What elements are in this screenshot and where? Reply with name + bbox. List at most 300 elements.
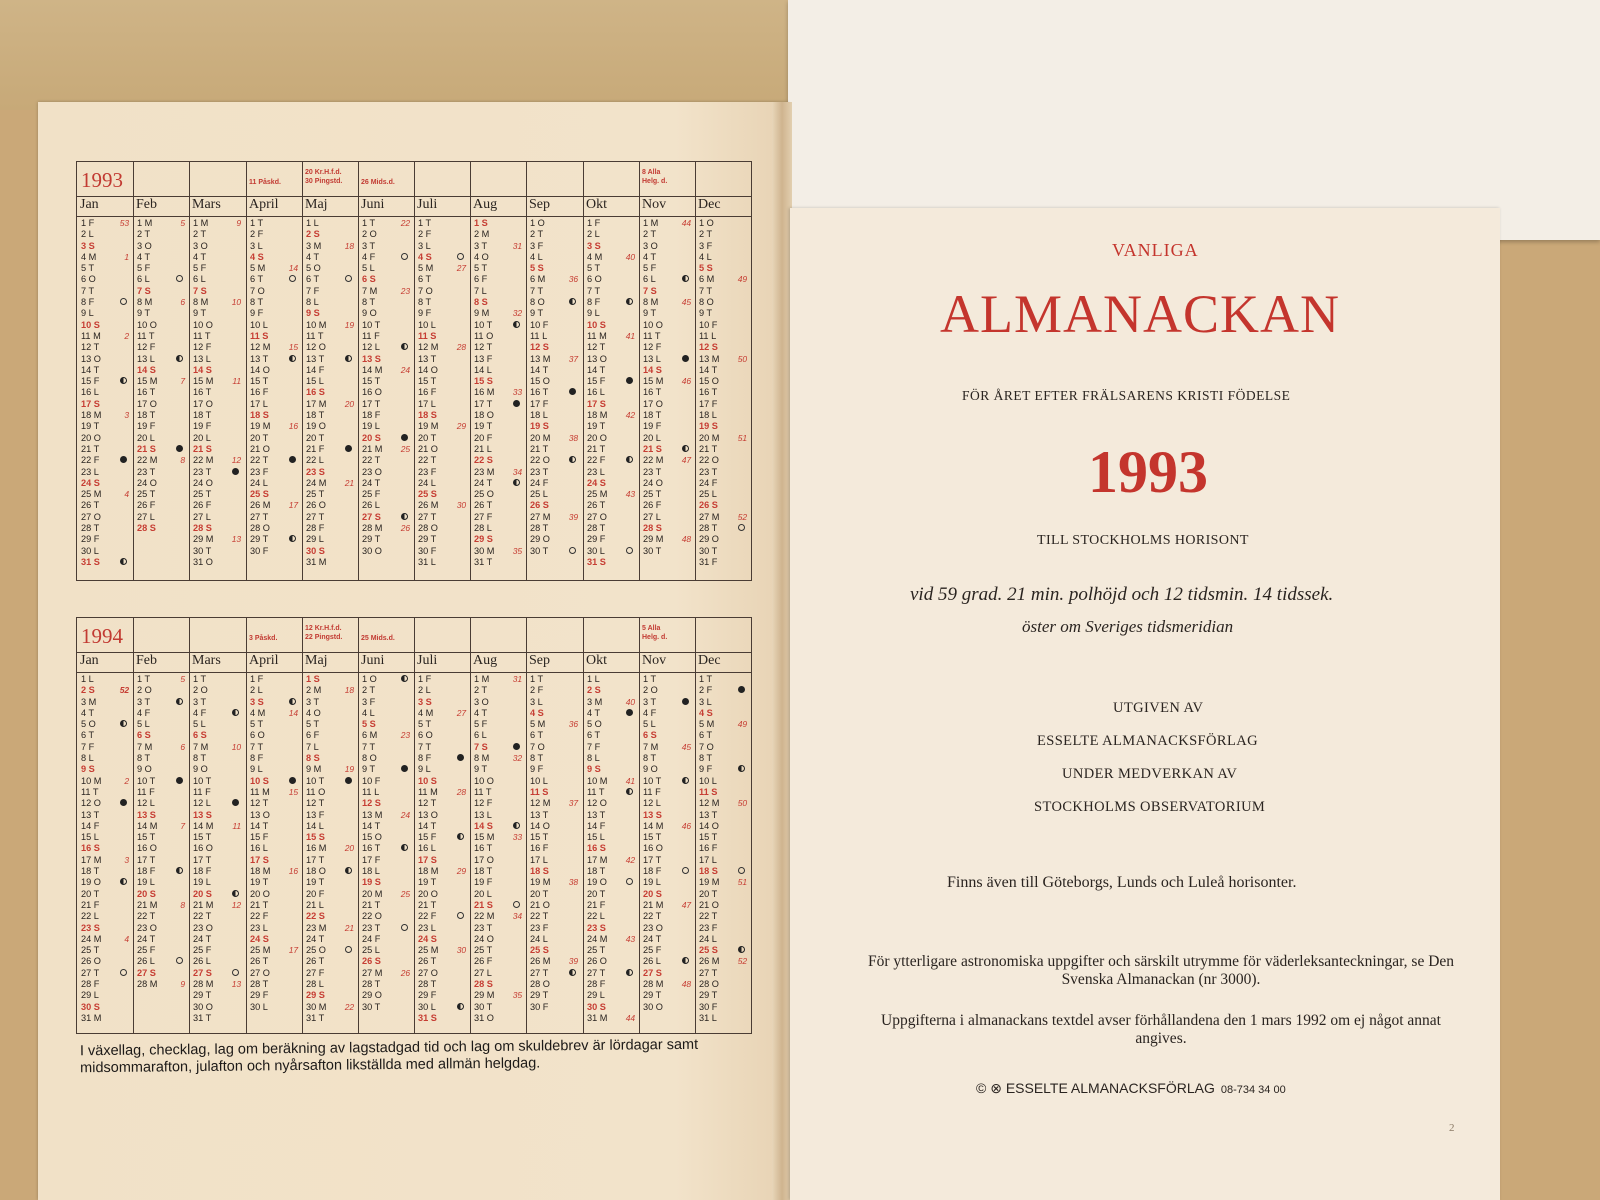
calendar-day: 19 S — [530, 421, 549, 432]
calendar-day: 14 F — [306, 364, 325, 375]
calendar-day: 24 L — [418, 477, 436, 488]
holiday-label: 5 Alla Helg. d. — [642, 625, 668, 641]
week-number: 38 — [568, 432, 579, 443]
calendar-day: 20 O — [587, 432, 607, 443]
calendar-day: 12 M 15 — [250, 342, 299, 353]
calendar-day: 6 F — [474, 274, 488, 285]
calendar-day: 11 O — [306, 786, 326, 797]
column-divider — [133, 618, 134, 1033]
moon-half-icon — [289, 535, 296, 542]
calendar-day: 7 F — [587, 741, 601, 752]
calendar-day: 10 O — [643, 319, 663, 330]
calendar-day: 31 O — [474, 1012, 494, 1023]
week-number: 36 — [568, 719, 579, 730]
calendar-day: 20 T — [530, 888, 549, 899]
calendar-day: 7 T — [81, 285, 95, 296]
calendar-day: 5 T — [418, 719, 432, 730]
calendar-day: 23 F — [250, 466, 269, 477]
calendar-day: 11 T — [587, 787, 621, 798]
calendar-day: 28 T — [81, 523, 100, 534]
week-number: 34 — [512, 466, 523, 477]
week-number: 24 — [400, 364, 411, 375]
calendar-day: 11 T — [474, 786, 492, 797]
week-number: 11 — [232, 376, 242, 387]
moon-half-icon — [626, 788, 633, 795]
calendar-day: 1 O — [530, 218, 545, 228]
calendar-day: 4 L — [362, 707, 375, 718]
calendar-day: 28 F — [587, 979, 606, 990]
calendar-day: 17 L — [530, 854, 548, 865]
calendar-day: 20 L — [193, 432, 211, 443]
calendar-day: 29 O — [699, 534, 719, 545]
calendar-day: 9 F — [418, 308, 432, 319]
calendar-day: 30 S — [587, 1001, 606, 1012]
moon-half-icon — [345, 355, 352, 362]
calendar-day: 6 S — [137, 730, 151, 741]
calendar-day: 12 T — [474, 342, 493, 353]
calendar-day: 21 T — [530, 443, 549, 454]
moon-new-icon — [513, 743, 520, 750]
calendar-day: 31 M — [81, 1012, 102, 1023]
month-label: April — [249, 653, 279, 668]
calendar-day: 19 S — [362, 877, 381, 888]
calendar-day: 4 T — [81, 707, 95, 718]
calendar-day: 16 T — [137, 387, 156, 398]
week-number: 51 — [737, 877, 748, 888]
calendar-day: 25 F — [193, 945, 212, 956]
calendar-day: 12 S — [530, 342, 549, 353]
publisher-line-3: UNDER MEDVERKAN AV — [1062, 766, 1238, 782]
moon-new-icon — [513, 400, 520, 407]
calendar-day: 6 M 49 — [699, 274, 748, 285]
calendar-day: 18 L — [699, 410, 717, 421]
calendar-day: 28 S — [643, 523, 662, 534]
calendar-day: 2 T — [530, 229, 544, 240]
calendar-day: 24 L — [530, 933, 548, 944]
calendar-day: 20 O — [418, 888, 438, 899]
moon-half-icon — [738, 765, 745, 772]
calendar-day: 14 S — [474, 821, 508, 832]
calendar-day: 3 T — [193, 696, 207, 707]
calendar-day: 27 S — [193, 968, 227, 979]
calendar-day: 11 M 41 — [587, 330, 636, 341]
calendar-day: 22 L — [587, 911, 605, 922]
calendar-day: 20 S — [643, 888, 662, 899]
column-divider — [414, 162, 415, 580]
calendar-day: 7 T — [530, 285, 544, 296]
calendar-day: 4 F — [362, 252, 396, 263]
calendar-day: 5 M 49 — [699, 719, 748, 730]
calendar-day: 25 S — [418, 489, 437, 500]
calendar-day: 11 S — [250, 330, 269, 341]
calendar-day: 2 S — [587, 685, 601, 696]
calendar-day: 19 M 16 — [250, 421, 299, 432]
month-days-column — [587, 674, 636, 1024]
calendar-day: 30 T — [362, 1001, 381, 1012]
calendar-day: 9 T — [362, 764, 396, 775]
calendar-day: 5 S — [362, 719, 376, 730]
calendar-day: 30 O — [193, 1001, 213, 1012]
month-days-column — [643, 218, 692, 557]
column-divider — [470, 162, 471, 580]
calendar-day: 26 L — [193, 956, 211, 967]
calendar-day: 8 F — [418, 753, 452, 764]
calendar-day: 3 L — [530, 696, 543, 707]
month-label: April — [249, 197, 279, 212]
calendar-day: 1 T — [530, 674, 544, 684]
week-number: 10 — [231, 741, 242, 752]
month-label: Jan — [80, 653, 99, 668]
calendar-day: 1 T — [643, 674, 657, 684]
calendar-day: 14 F — [587, 820, 606, 831]
calendar-day: 22 T — [193, 911, 212, 922]
calendar-day: 19 O — [81, 877, 115, 888]
calendar-year-label: 1994 — [81, 624, 123, 648]
calendar-day: 22 F — [587, 455, 621, 466]
week-number: 40 — [625, 696, 636, 707]
cover-title: ALMANACKAN — [940, 284, 1340, 344]
calendar-day: 15 O — [362, 832, 382, 843]
calendar-day: 27 O — [81, 511, 101, 522]
calendar-day: 17 S — [418, 854, 437, 865]
calendar-day: 28 T — [362, 979, 381, 990]
calendar-day: 22 O — [362, 911, 382, 922]
calendar-day: 9 T — [474, 764, 488, 775]
moon-half-icon — [626, 969, 633, 976]
calendar-day: 10 O — [137, 319, 157, 330]
calendar-day: 4 T — [587, 708, 621, 719]
calendar-day: 31 T — [193, 1012, 212, 1023]
calendar-day: 14 O — [250, 364, 270, 375]
calendar-day: 5 M 27 — [418, 263, 467, 274]
calendar-day: 29 M 13 — [193, 534, 242, 545]
calendar-day: 11 T — [193, 330, 211, 341]
calendar-day: 9 T — [643, 308, 657, 319]
calendar-day: 23 L — [418, 922, 436, 933]
calendar-day: 29 T — [362, 534, 381, 545]
month-days-column — [530, 674, 579, 1013]
column-divider — [526, 618, 527, 1033]
calendar-day: 18 S — [699, 866, 733, 877]
calendar-day: 27 M 39 — [530, 511, 579, 522]
calendar-day: 11 L — [362, 786, 380, 797]
month-days-column — [530, 218, 579, 557]
calendar-day: 4 L — [530, 251, 543, 262]
calendar-day: 12 L — [643, 798, 661, 809]
week-number: 17 — [288, 500, 299, 511]
calendar-day: 5 F — [474, 719, 488, 730]
column-divider — [133, 162, 134, 580]
calendar-day: 31 T — [474, 556, 493, 567]
calendar-day: 24 L — [699, 933, 717, 944]
calendar-day: 25 T — [193, 489, 212, 500]
calendar-day: 1 M 5 — [137, 218, 186, 228]
calendar-day: 2 L — [250, 685, 263, 696]
calendar-day: 4 F — [193, 708, 227, 719]
week-number: 53 — [119, 218, 130, 228]
column-divider — [189, 162, 190, 580]
moon-half-icon — [626, 456, 633, 463]
calendar-day: 23 L — [250, 922, 268, 933]
calendar-day: 28 T — [699, 523, 733, 534]
calendar-day: 24 F — [362, 933, 381, 944]
week-number: 31 — [512, 674, 523, 684]
calendar-day: 13 T — [587, 809, 606, 820]
column-divider — [583, 618, 584, 1033]
calendar-day: 1 L — [306, 218, 319, 228]
calendar-day: 6 L — [193, 274, 206, 285]
calendar-day: 5 O — [587, 719, 602, 730]
calendar-day: 22 T — [418, 455, 437, 466]
month-label: Dec — [698, 653, 721, 668]
week-number: 6 — [180, 297, 186, 308]
calendar-day: 23 T — [643, 466, 662, 477]
calendar-day: 28 T — [418, 979, 437, 990]
moon-new-icon — [232, 468, 239, 475]
calendar-day: 25 T — [474, 945, 493, 956]
moon-half-icon — [232, 890, 239, 897]
calendar-day: 3 F — [530, 240, 544, 251]
moon-new-icon — [626, 709, 633, 716]
calendar-day: 17 O — [137, 398, 157, 409]
calendar-day: 16 L — [81, 387, 99, 398]
calendar-day: 7 T — [418, 741, 432, 752]
calendar-day: 8 M 45 — [643, 297, 692, 308]
calendar-day: 15 T — [250, 376, 269, 387]
calendar-day: 27 T — [250, 511, 269, 522]
calendar-day: 13 L — [193, 353, 211, 364]
week-number: 48 — [681, 534, 692, 545]
note-text: Uppgifterna i almanackans textdel avser förhållandena den 1 mars 1992 om ej något annat angives. — [881, 1012, 1441, 1047]
calendar-day: 3 L — [699, 696, 712, 707]
calendar-day: 6 T — [699, 730, 713, 741]
calendar-day: 9 L — [587, 308, 600, 319]
calendar-day: 17 F — [530, 398, 549, 409]
calendar-day: 16 T — [699, 387, 718, 398]
calendar-day: 27 T — [699, 967, 718, 978]
calendar-day: 16 T — [643, 387, 662, 398]
calendar-day: 27 F — [306, 967, 325, 978]
calendar-day: 1 S — [474, 218, 488, 228]
calendar-day: 10 T — [362, 319, 381, 330]
calendar-day: 31 L — [699, 1012, 717, 1023]
calendar-day: 7 O — [530, 741, 545, 752]
week-number: 51 — [737, 432, 748, 443]
calendar-day: 9 O — [362, 308, 377, 319]
calendar-day: 11 S — [699, 786, 718, 797]
month-days-column — [474, 218, 523, 568]
moon-new-icon — [176, 777, 183, 784]
calendar-day: 27 L — [137, 511, 155, 522]
calendar-day: 26 M 30 — [418, 500, 467, 511]
calendar-day: 4 S — [250, 251, 264, 262]
calendar-day: 3 F — [699, 240, 713, 251]
moon-half-icon — [401, 675, 408, 682]
calendar-day: 13 S — [362, 353, 381, 364]
holiday-label: 3 Påskd. — [249, 635, 278, 642]
calendar-day: 26 F — [193, 500, 212, 511]
calendar-day: 27 L — [474, 967, 492, 978]
calendar-day: 12 T — [306, 798, 325, 809]
calendar-day: 16 M 33 — [474, 387, 523, 398]
calendar-day: 18 O — [474, 410, 494, 421]
calendar-day: 17 S — [587, 398, 606, 409]
calendar-day: 15 F — [250, 832, 269, 843]
calendar-day: 1 T 22 — [362, 218, 411, 228]
calendar-day: 28 O — [418, 523, 438, 534]
calendar-day: 22 M 47 — [643, 455, 692, 466]
calendar-day: 1 T — [418, 218, 432, 228]
calendar-day: 1 O — [362, 674, 396, 685]
calendar-day: 15 M 33 — [474, 832, 523, 843]
calendar-day: 20 L — [137, 432, 155, 443]
calendar-day: 28 T — [530, 523, 549, 534]
calendar-day: 27 L — [643, 511, 661, 522]
holiday-label: 26 Mids.d. — [361, 179, 395, 186]
month-label: Okt — [586, 197, 607, 212]
calendar-day: 29 L — [81, 990, 99, 1001]
calendar-day: 21 M 25 — [362, 443, 411, 454]
calendar-day: 6 O — [418, 730, 433, 741]
calendar-day: 25 S — [530, 945, 549, 956]
calendar-day: 21 F — [81, 899, 100, 910]
calendar-day: 22 T — [137, 911, 156, 922]
calendar-day: 22 O — [699, 455, 719, 466]
calendar-day: 14 L — [306, 820, 324, 831]
calendar-day: 18 S — [418, 410, 437, 421]
week-number: 32 — [512, 308, 523, 319]
column-divider — [695, 618, 696, 1033]
calendar-day: 13 L — [137, 354, 171, 365]
calendar-day: 30 T — [699, 545, 718, 556]
moon-half-icon — [682, 957, 689, 964]
calendar-day: 20 O — [250, 888, 270, 899]
calendar-day: 10 T — [137, 776, 171, 787]
week-number: 25 — [400, 888, 411, 899]
calendar-day: 27 M 26 — [362, 967, 411, 978]
calendar-day: 4 O — [474, 251, 489, 262]
calendar-day: 22 M 12 — [193, 455, 242, 466]
moon-full-icon — [457, 912, 464, 919]
calendar-day: 19 L — [362, 421, 380, 432]
cover-vanliga: VANLIGA — [1112, 240, 1199, 260]
calendar-day: 21 M 8 — [137, 899, 186, 910]
calendar-day: 8 S — [474, 297, 488, 308]
month-days-column — [250, 674, 299, 1013]
month-days-column — [137, 674, 186, 990]
calendar-day: 30 F — [530, 1001, 549, 1012]
calendar-day: 6 L — [643, 274, 677, 285]
calendar-day: 27 T — [587, 968, 621, 979]
calendar-day: 22 L — [81, 911, 99, 922]
calendar-day: 11 T — [81, 786, 99, 797]
calendar-day: 3 T — [643, 697, 677, 708]
calendar-year-label: 1993 — [81, 168, 123, 192]
calendar-day: 10 L — [699, 775, 717, 786]
calendar-day: 23 T — [193, 467, 227, 478]
legal-footnote: I växellag, checklag, lag om beräkning av lagstadgad tid och lag om skuldebrev är lördagar samt midsommarafton, julafton och nyårsafton likställda med allmän helgdag. — [79, 1036, 699, 1077]
calendar-day: 19 S — [699, 421, 718, 432]
calendar-day: 10 F — [530, 319, 549, 330]
calendar-day: 12 O — [587, 798, 607, 809]
calendar-day: 8 M 32 — [474, 753, 523, 764]
month-label: Feb — [136, 197, 157, 212]
calendar-day: 7 F — [306, 285, 320, 296]
calendar-day: 8 O — [530, 297, 564, 308]
calendar-day: 2 L — [418, 685, 431, 696]
moon-new-icon — [626, 377, 633, 384]
calendar-day: 25 T — [81, 945, 100, 956]
calendar-day: 29 L — [587, 990, 605, 1001]
calendar-day: 28 S — [137, 523, 156, 534]
calendar-day: 8 T — [250, 297, 264, 308]
calendar-day: 23 S — [587, 922, 606, 933]
calendar-day: 2 T — [699, 229, 713, 240]
month-days-column — [81, 674, 130, 1024]
calendar-day: 29 F — [587, 534, 606, 545]
calendar-day: 10 T — [643, 776, 677, 787]
calendar-day: 26 T — [587, 500, 606, 511]
calendar-day: 30 M 35 — [474, 545, 523, 556]
moon-full-icon — [569, 547, 576, 554]
cover-horizon: TILL STOCKHOLMS HORISONT — [1037, 533, 1249, 548]
calendar-day: 3 O — [137, 240, 152, 251]
month-days-column — [699, 674, 748, 1024]
calendar-day: 2 M 18 — [306, 685, 355, 696]
week-number: 17 — [288, 945, 299, 956]
calendar-day: 27 T — [306, 511, 325, 522]
week-number: 48 — [681, 979, 692, 990]
calendar-day: 13 T — [530, 809, 549, 820]
calendar-day: 26 S — [362, 956, 381, 967]
calendar-day: 30 F — [250, 545, 269, 556]
calendar-day: 12 O — [306, 342, 326, 353]
week-number: 35 — [512, 545, 523, 556]
month-days-column — [418, 218, 467, 568]
calendar-day: 2 O — [362, 229, 377, 240]
moon-full-icon — [682, 867, 689, 874]
week-number: 6 — [180, 741, 186, 752]
calendar-day: 6 L — [474, 730, 487, 741]
calendar-day: 16 O — [137, 843, 157, 854]
moon-new-icon — [682, 698, 689, 705]
week-number: 47 — [681, 899, 692, 910]
calendar-day: 5 O — [81, 719, 115, 730]
calendar-day: 8 M 10 — [193, 297, 242, 308]
month-days-column — [306, 674, 355, 1024]
calendar-day: 11 L — [530, 330, 548, 341]
calendar-day: 9 L — [250, 764, 263, 775]
calendar-day: 19 M 29 — [418, 421, 467, 432]
calendar-day: 19 M 51 — [699, 877, 748, 888]
week-number: 8 — [180, 455, 186, 466]
calendar-day: 10 O — [474, 775, 494, 786]
moon-half-icon — [176, 867, 183, 874]
calendar-day: 6 M 23 — [362, 730, 411, 741]
calendar-day: 13 T — [250, 354, 284, 365]
calendar-day: 22 L — [306, 455, 324, 466]
calendar-day: 23 O — [643, 922, 663, 933]
week-number: 20 — [344, 398, 355, 409]
calendar-day: 30 O — [362, 545, 382, 556]
calendar-day: 24 O — [193, 477, 213, 488]
moon-full-icon — [120, 969, 127, 976]
calendar-day: 6 O — [81, 274, 96, 285]
calendar-day: 22 T — [643, 911, 662, 922]
calendar-day: 18 O — [306, 866, 340, 877]
calendar-day: 26 M 17 — [250, 500, 299, 511]
week-number: 22 — [400, 218, 411, 228]
